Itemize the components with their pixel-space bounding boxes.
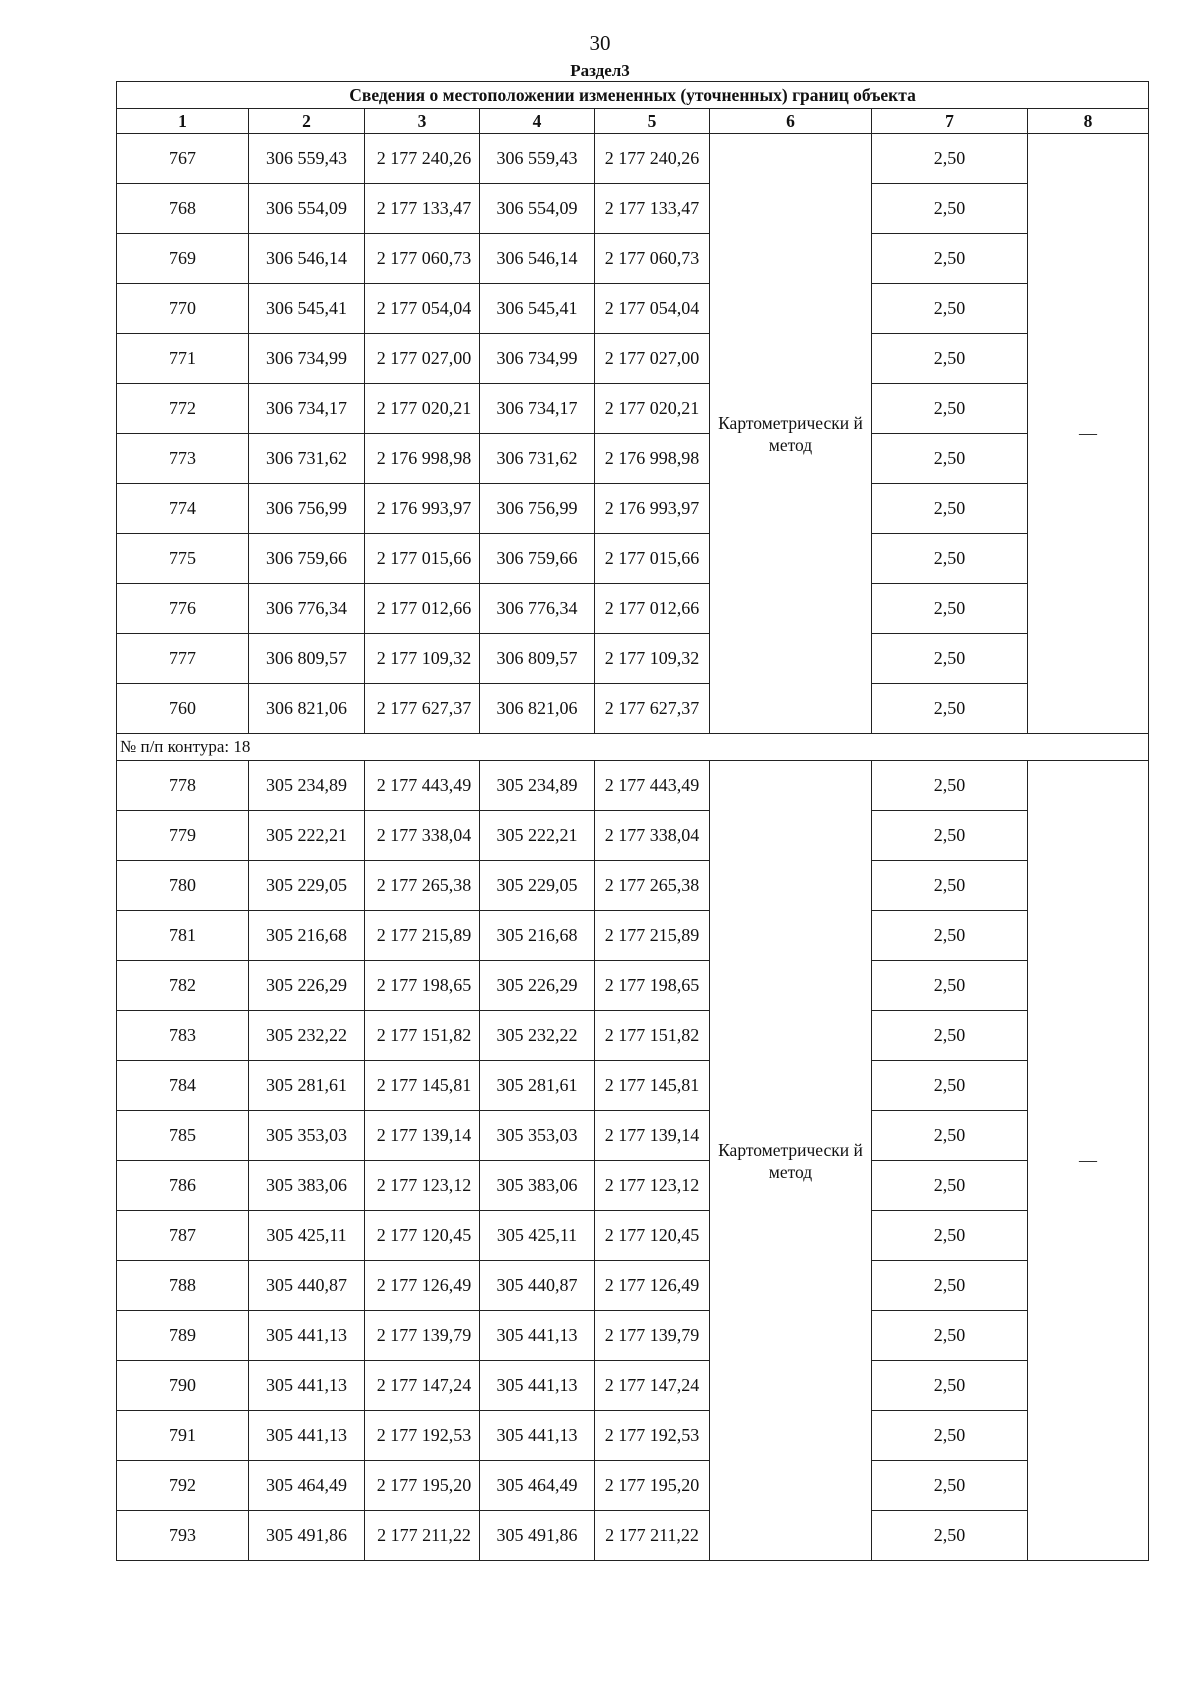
table-cell: 2 177 109,32: [595, 634, 710, 684]
table-cell: 306 559,43: [480, 134, 595, 184]
table-row: [117, 911, 1149, 961]
table-cell: 305 441,13: [480, 1311, 595, 1361]
table-cell: 305 441,13: [480, 1361, 595, 1411]
table-cell: 2 177 126,49: [365, 1261, 480, 1311]
table-cell: 306 756,99: [249, 484, 365, 534]
table-cell: 305 222,21: [249, 811, 365, 861]
table-cell: 305 229,05: [249, 861, 365, 911]
table-row: [117, 1061, 1149, 1111]
table-cell: 2 177 020,21: [365, 384, 480, 434]
table-cell: 2,50: [872, 1111, 1028, 1161]
table-cell: 306 734,99: [249, 334, 365, 384]
table-cell: 792: [117, 1461, 249, 1511]
table-cell: 305 232,22: [249, 1011, 365, 1061]
table-cell: 2,50: [872, 761, 1028, 811]
table-cell: 305 353,03: [249, 1111, 365, 1161]
table-cell: 305 425,11: [480, 1211, 595, 1261]
table-cell: 305 234,89: [480, 761, 595, 811]
table-cell: 2,50: [872, 634, 1028, 684]
table-cell: 2 177 020,21: [595, 384, 710, 434]
table-row: [117, 184, 1149, 234]
table-cell: 305 383,06: [249, 1161, 365, 1211]
column-number: 8: [1028, 109, 1149, 134]
table-cell: 2 177 139,79: [365, 1311, 480, 1361]
table-cell: 2,50: [872, 1211, 1028, 1261]
table-cell: 2 177 120,45: [365, 1211, 480, 1261]
table-cell: 306 546,14: [249, 234, 365, 284]
table-cell: 773: [117, 434, 249, 484]
table-cell: 2 176 993,97: [595, 484, 710, 534]
table-cell: 2 177 240,26: [595, 134, 710, 184]
table-cell: 2,50: [872, 584, 1028, 634]
table-cell: 786: [117, 1161, 249, 1211]
table-cell: 2 177 147,24: [365, 1361, 480, 1411]
table-cell: 2 177 240,26: [365, 134, 480, 184]
table-cell: 2 177 133,47: [365, 184, 480, 234]
table-cell: 305 232,22: [480, 1011, 595, 1061]
column-number: 4: [480, 109, 595, 134]
table-row: [117, 134, 1149, 184]
table-cell: 306 756,99: [480, 484, 595, 534]
table-cell: 2,50: [872, 184, 1028, 234]
table-cell: 2 177 198,65: [365, 961, 480, 1011]
table-row: [117, 1511, 1149, 1561]
table-row: [117, 1361, 1149, 1411]
table-cell: 2 177 211,22: [595, 1511, 710, 1561]
table-cell: 305 440,87: [249, 1261, 365, 1311]
table-cell: 2 177 133,47: [595, 184, 710, 234]
table-cell: 305 226,29: [480, 961, 595, 1011]
table-cell: 2,50: [872, 1361, 1028, 1411]
table-cell: 305 281,61: [480, 1061, 595, 1111]
table-row: [117, 484, 1149, 534]
page-number: 30: [589, 31, 611, 55]
table-cell: 305 441,13: [249, 1411, 365, 1461]
table-cell: 305 425,11: [249, 1211, 365, 1261]
table-cell: 306 559,43: [249, 134, 365, 184]
table-cell: 2,50: [872, 1261, 1028, 1311]
table-cell: 793: [117, 1511, 249, 1561]
table-cell: 2 177 139,79: [595, 1311, 710, 1361]
table-cell: 791: [117, 1411, 249, 1461]
table-cell: 305 464,49: [480, 1461, 595, 1511]
table-cell: 305 216,68: [480, 911, 595, 961]
table-cell: 305 441,13: [480, 1411, 595, 1461]
table-cell: 2,50: [872, 1461, 1028, 1511]
column-number: 1: [117, 109, 249, 134]
table-cell: 2,50: [872, 811, 1028, 861]
table-cell: 305 229,05: [480, 861, 595, 911]
table-cell: 2 177 443,49: [595, 761, 710, 811]
table-cell: 306 734,17: [480, 384, 595, 434]
table-row: [117, 584, 1149, 634]
table-cell: 306 776,34: [249, 584, 365, 634]
column-8-cell: —: [1028, 761, 1149, 1561]
table-cell: 2 177 192,53: [365, 1411, 480, 1461]
table-row: [117, 811, 1149, 861]
table-cell: 2 177 027,00: [595, 334, 710, 384]
table-cell: 306 809,57: [480, 634, 595, 684]
boundary-table: [116, 81, 1149, 1561]
column-8-cell: —: [1028, 134, 1149, 734]
contour-row: [117, 734, 1149, 761]
table-cell: 306 759,66: [249, 534, 365, 584]
column-number: 2: [249, 109, 365, 134]
table-cell: 305 226,29: [249, 961, 365, 1011]
table-cell: 2,50: [872, 861, 1028, 911]
table-cell: 2 177 145,81: [595, 1061, 710, 1111]
table-cell: 2 177 215,89: [595, 911, 710, 961]
table-cell: 306 759,66: [480, 534, 595, 584]
table-cell: 2 177 443,49: [365, 761, 480, 811]
table-cell: 2,50: [872, 961, 1028, 1011]
column-number: 6: [710, 109, 872, 134]
table-cell: 305 281,61: [249, 1061, 365, 1111]
table-title: Сведения о местоположении измененных (уточненных) границ объекта: [117, 82, 1149, 109]
table-cell: 767: [117, 134, 249, 184]
table-row: [117, 534, 1149, 584]
table-cell: 306 731,62: [249, 434, 365, 484]
table-cell: 2,50: [872, 1061, 1028, 1111]
table-cell: 2,50: [872, 1411, 1028, 1461]
table-cell: 2 177 060,73: [595, 234, 710, 284]
column-number: 5: [595, 109, 710, 134]
table-row: [117, 234, 1149, 284]
table-row: [117, 1161, 1149, 1211]
table-cell: 2 177 338,04: [595, 811, 710, 861]
table-cell: 788: [117, 1261, 249, 1311]
table-cell: 305 441,13: [249, 1361, 365, 1411]
table-cell: 2 177 109,32: [365, 634, 480, 684]
table-cell: 2,50: [872, 1011, 1028, 1061]
table-cell: 306 554,09: [480, 184, 595, 234]
table-cell: 2,50: [872, 534, 1028, 584]
table-cell: 306 734,17: [249, 384, 365, 434]
table-cell: 305 464,49: [249, 1461, 365, 1511]
table-row: [117, 1011, 1149, 1061]
table-row: [117, 334, 1149, 384]
column-number: 3: [365, 109, 480, 134]
table-cell: 2 177 215,89: [365, 911, 480, 961]
table-cell: 2 177 139,14: [365, 1111, 480, 1161]
section-title: Раздел3: [570, 61, 630, 80]
table-cell: 790: [117, 1361, 249, 1411]
table-cell: 2 177 265,38: [365, 861, 480, 911]
table-cell: 305 234,89: [249, 761, 365, 811]
table-cell: 783: [117, 1011, 249, 1061]
table-row: [117, 1411, 1149, 1461]
table-cell: 2,50: [872, 334, 1028, 384]
table-cell: 2 177 015,66: [595, 534, 710, 584]
table-cell: 760: [117, 684, 249, 734]
table-row: [117, 284, 1149, 334]
table-cell: 2,50: [872, 684, 1028, 734]
table-cell: 775: [117, 534, 249, 584]
table-cell: 2 177 054,04: [365, 284, 480, 334]
table-cell: 2 177 195,20: [365, 1461, 480, 1511]
table-cell: 2,50: [872, 284, 1028, 334]
table-cell: 2 177 211,22: [365, 1511, 480, 1561]
table-row: [117, 1261, 1149, 1311]
table-cell: 774: [117, 484, 249, 534]
table-cell: 2 177 151,82: [595, 1011, 710, 1061]
table-cell: 2 177 627,37: [365, 684, 480, 734]
table-cell: 2 176 993,97: [365, 484, 480, 534]
table-cell: 778: [117, 761, 249, 811]
table-cell: 2,50: [872, 384, 1028, 434]
table-cell: 2 177 126,49: [595, 1261, 710, 1311]
table-cell: 2 177 198,65: [595, 961, 710, 1011]
table-cell: 2 176 998,98: [365, 434, 480, 484]
table-cell: 2 177 012,66: [365, 584, 480, 634]
table-cell: 2,50: [872, 484, 1028, 534]
table-row: [117, 961, 1149, 1011]
table-row: [117, 861, 1149, 911]
table-cell: 2 177 015,66: [365, 534, 480, 584]
table-cell: 789: [117, 1311, 249, 1361]
table-cell: 2 177 147,24: [595, 1361, 710, 1411]
table-cell: 306 734,99: [480, 334, 595, 384]
table-row: [117, 1461, 1149, 1511]
table-cell: 306 821,06: [480, 684, 595, 734]
table-cell: 2 177 120,45: [595, 1211, 710, 1261]
table-cell: 785: [117, 1111, 249, 1161]
table-row: [117, 384, 1149, 434]
table-cell: 306 554,09: [249, 184, 365, 234]
table-row: [117, 1211, 1149, 1261]
table-cell: 2,50: [872, 1161, 1028, 1211]
table-cell: 2 177 192,53: [595, 1411, 710, 1461]
table-cell: 787: [117, 1211, 249, 1261]
method-cell: Картометрически й метод: [710, 761, 872, 1561]
table-cell: 306 731,62: [480, 434, 595, 484]
table-cell: 305 222,21: [480, 811, 595, 861]
table-row: [117, 434, 1149, 484]
table-cell: 306 545,41: [249, 284, 365, 334]
table-cell: 780: [117, 861, 249, 911]
table-cell: 779: [117, 811, 249, 861]
table-cell: 768: [117, 184, 249, 234]
table-cell: 2 177 123,12: [595, 1161, 710, 1211]
table-cell: 2,50: [872, 1511, 1028, 1561]
table-cell: 305 383,06: [480, 1161, 595, 1211]
table-cell: 784: [117, 1061, 249, 1111]
table-cell: 2 177 151,82: [365, 1011, 480, 1061]
table-cell: 305 491,86: [249, 1511, 365, 1561]
contour-label: № п/п контура: 18: [117, 734, 1149, 761]
table-cell: 2,50: [872, 911, 1028, 961]
table-cell: 2,50: [872, 234, 1028, 284]
table-row: [117, 634, 1149, 684]
table-cell: 305 441,13: [249, 1311, 365, 1361]
table-cell: 776: [117, 584, 249, 634]
table-cell: 2,50: [872, 134, 1028, 184]
table-cell: 306 545,41: [480, 284, 595, 334]
table-cell: 772: [117, 384, 249, 434]
table-cell: 2,50: [872, 434, 1028, 484]
table-row: [117, 684, 1149, 734]
column-number: 7: [872, 109, 1028, 134]
table-cell: 306 821,06: [249, 684, 365, 734]
table-cell: 2 177 123,12: [365, 1161, 480, 1211]
table-cell: 306 809,57: [249, 634, 365, 684]
table-cell: 305 216,68: [249, 911, 365, 961]
table-cell: 2 177 060,73: [365, 234, 480, 284]
table-cell: 2 177 338,04: [365, 811, 480, 861]
table-cell: 2 177 265,38: [595, 861, 710, 911]
table-cell: 770: [117, 284, 249, 334]
table-cell: 771: [117, 334, 249, 384]
table-row: [117, 1111, 1149, 1161]
table-cell: 2,50: [872, 1311, 1028, 1361]
table-cell: 305 491,86: [480, 1511, 595, 1561]
table-cell: 2 177 627,37: [595, 684, 710, 734]
table-cell: 781: [117, 911, 249, 961]
table-cell: 306 776,34: [480, 584, 595, 634]
table-cell: 305 440,87: [480, 1261, 595, 1311]
table-row: [117, 1311, 1149, 1361]
table-cell: 782: [117, 961, 249, 1011]
table-cell: 2 177 027,00: [365, 334, 480, 384]
table-cell: 2 177 054,04: [595, 284, 710, 334]
table-row: [117, 761, 1149, 811]
method-cell: Картометрически й метод: [710, 134, 872, 734]
table-cell: 2 176 998,98: [595, 434, 710, 484]
table-cell: 2 177 145,81: [365, 1061, 480, 1111]
table-cell: 769: [117, 234, 249, 284]
table-cell: 2 177 012,66: [595, 584, 710, 634]
table-cell: 306 546,14: [480, 234, 595, 284]
table-cell: 777: [117, 634, 249, 684]
table-cell: 305 353,03: [480, 1111, 595, 1161]
table-cell: 2 177 195,20: [595, 1461, 710, 1511]
table-cell: 2 177 139,14: [595, 1111, 710, 1161]
